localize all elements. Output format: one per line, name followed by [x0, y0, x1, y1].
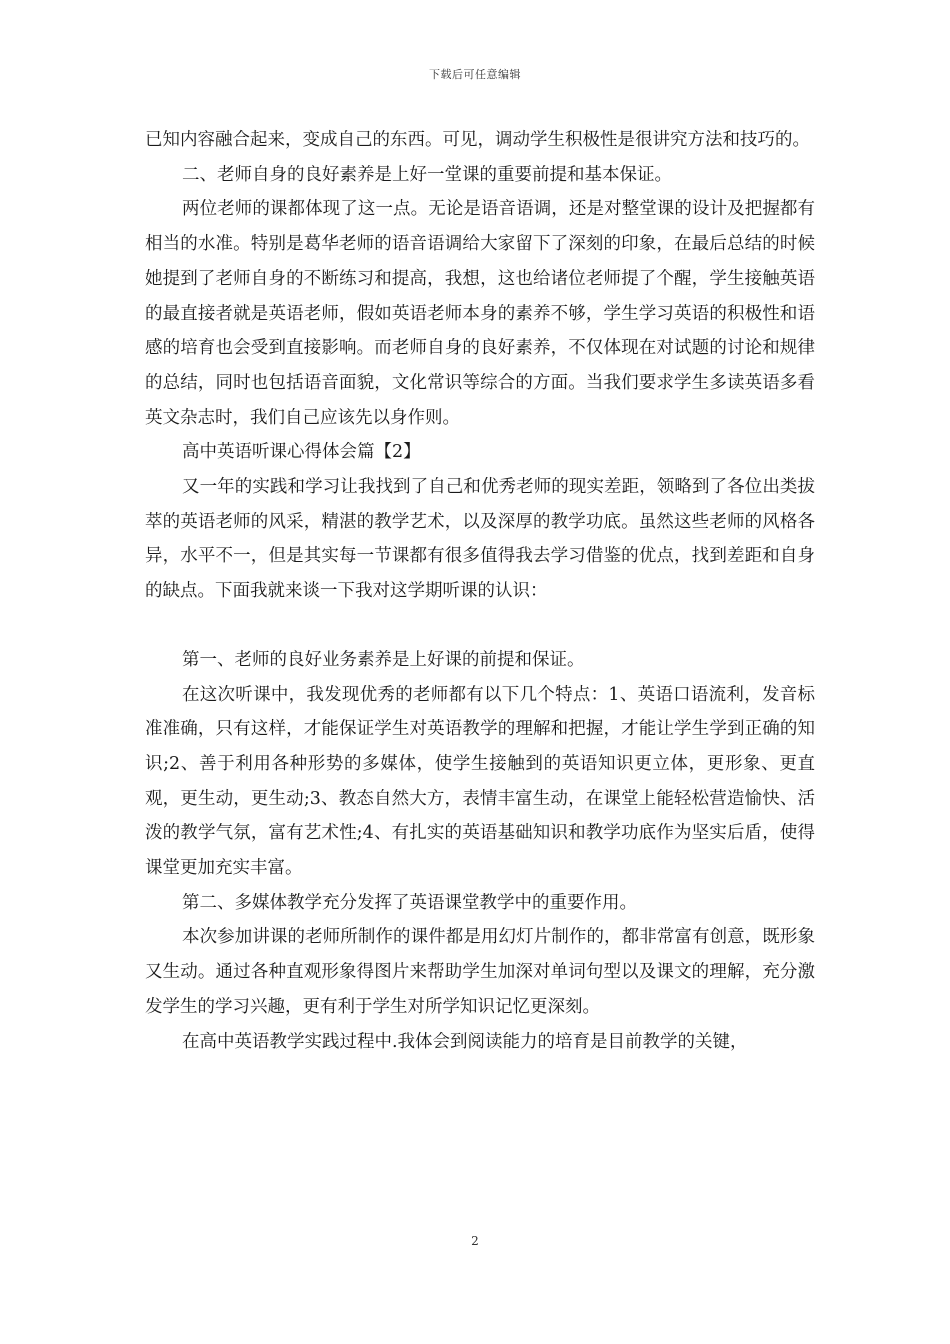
- section-heading-second: 第二、多媒体教学充分发挥了英语课堂教学中的重要作用。: [182, 892, 637, 913]
- page-header: 下载后可任意编辑: [429, 68, 521, 81]
- article-title-part-2: 高中英语听课心得体会篇【2】: [182, 442, 421, 463]
- section-heading-teacher-quality: 二、老师自身的良好素养是上好一堂课的重要前提和基本保证。: [182, 164, 672, 185]
- paragraph-multimedia: 本次参加讲课的老师所制作的课件都是用幻灯片制作的，都非常富有创意，既形象又生动。通过各种直观形象得图片来帮助学生加深对单词句型以及课文的理解，充分激发学生的学习兴趣，更有利于学生对所学知识记忆更深刻。: [145, 927, 815, 1017]
- paragraph-teacher-quality: 两位老师的课都体现了这一点。无论是语音语调，还是对整堂课的设计及把握都有相当的水准。特别是葛华老师的语音语调给大家留下了深刻的印象，在最后总结的时候她提到了老师自身的不断练习和提高，我想，这也给诸位老师提了个醒，学生接触英语的最直接者就是英语老师，假如英语老师本身的素养不够，学生学习英语的积极性和语感的培育也会受到直接影响。而老师自身的良好素养，不仅体现在对试题的讨论和规律的总结，同时也包括语音面貌，文化常识等综合的方面。当我们要求学生多读英语多看英文杂志时，我们自己应该先以身作则。: [145, 199, 815, 428]
- paragraph-continuation: 已知内容融合起来，变成自己的东西。可见，调动学生积极性是很讲究方法和技巧的。: [145, 130, 810, 150]
- page-number: 2: [471, 1234, 479, 1248]
- paragraph-features: 在这次听课中，我发现优秀的老师都有以下几个特点：1、英语口语流利，发音标准准确，只有这样，才能保证学生对英语教学的理解和把握，才能让学生学到正确的知识;2、善于利用各种形势的多媒体，使学生接触到的英语知识更立体，更形象、更直观，更生动，更生动;3、教态自然大方，表情丰富生动，在课堂上能轻松营造愉快、活泼的教学气氛，富有艺术性;4、有扎实的英语基础知识和教学功底作为坚实后盾，使得课堂更加充实丰富。: [145, 684, 815, 879]
- paragraph-reading: 在高中英语教学实践过程中.我体会到阅读能力的培育是目前教学的关键，: [182, 1031, 748, 1052]
- section-heading-first: 第一、老师的良好业务素养是上好课的前提和保证。: [182, 649, 585, 670]
- document-body: [145, 123, 815, 1059]
- paragraph-intro: 又一年的实践和学习让我找到了自己和优秀老师的现实差距，领略到了各位出类拔萃的英语老师的风采，精湛的教学艺术，以及深厚的教学功底。虽然这些老师的风格各异，水平不一，但是其实每一节课都有很多值得我去学习借鉴的优点，找到差距和自身的缺点。下面我就来谈一下我对这学期听课的认识：: [145, 477, 815, 602]
